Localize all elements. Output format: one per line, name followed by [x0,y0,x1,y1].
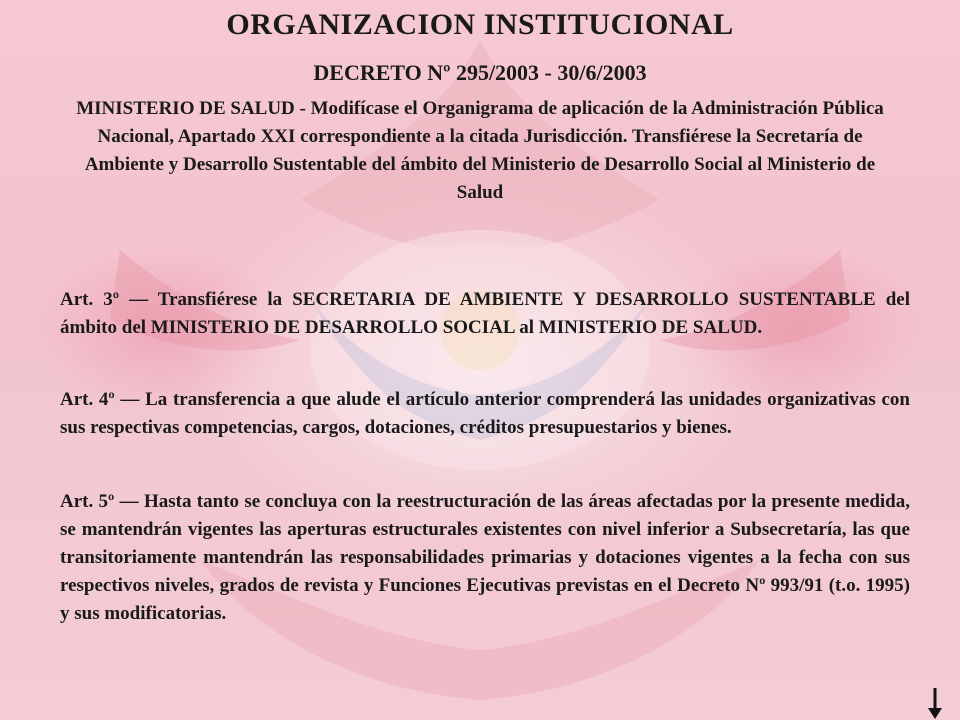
decree-subtitle: DECRETO Nº 295/2003 - 30/6/2003 [313,60,647,85]
decree-summary: MINISTERIO DE SALUD - Modifícase el Organigrama de aplicación de la Administración Pública Nacional, Apartado XXI correspondiente a la citada Jurisdicción. Transfiérese la Secretaría de Ambiente y Desarrollo Sustentable del ámbito del Ministerio de Desarrollo Social al Ministerio de Salud [76,98,884,203]
article-4: Art. 4º — La transferencia a que alude el artículo anterior comprenderá las unidades organizativas con sus respectivas competencias, cargos, dotaciones, créditos presupuestarios y bienes. [60,389,910,438]
article-3: Art. 3º — Transfiérese la SECRETARIA DE AMBIENTE Y DESARROLLO SUSTENTABLE del ámbito del MINISTERIO DE DESARROLLO SOCIAL al MINISTERIO DE SALUD. [60,289,910,338]
article-5: Art. 5º — Hasta tanto se concluya con la reestructuración de las áreas afectadas por la presente medida, se mantendrán vigentes las aperturas estructurales existentes con nivel inferior a Subsecretaría, las que transitoriamente mantendrán las responsabilidades primarias y dotaciones vigentes a la fecha con sus respectivos niveles, grados de revista y Funciones Ejecutivas previstas en el Decreto Nº 993/91 (t.o. 1995) y sus modificatorias. [60,491,910,624]
page-title: ORGANIZACION INSTITUCIONAL [226,8,734,41]
arrow-down-icon[interactable] [924,688,946,720]
